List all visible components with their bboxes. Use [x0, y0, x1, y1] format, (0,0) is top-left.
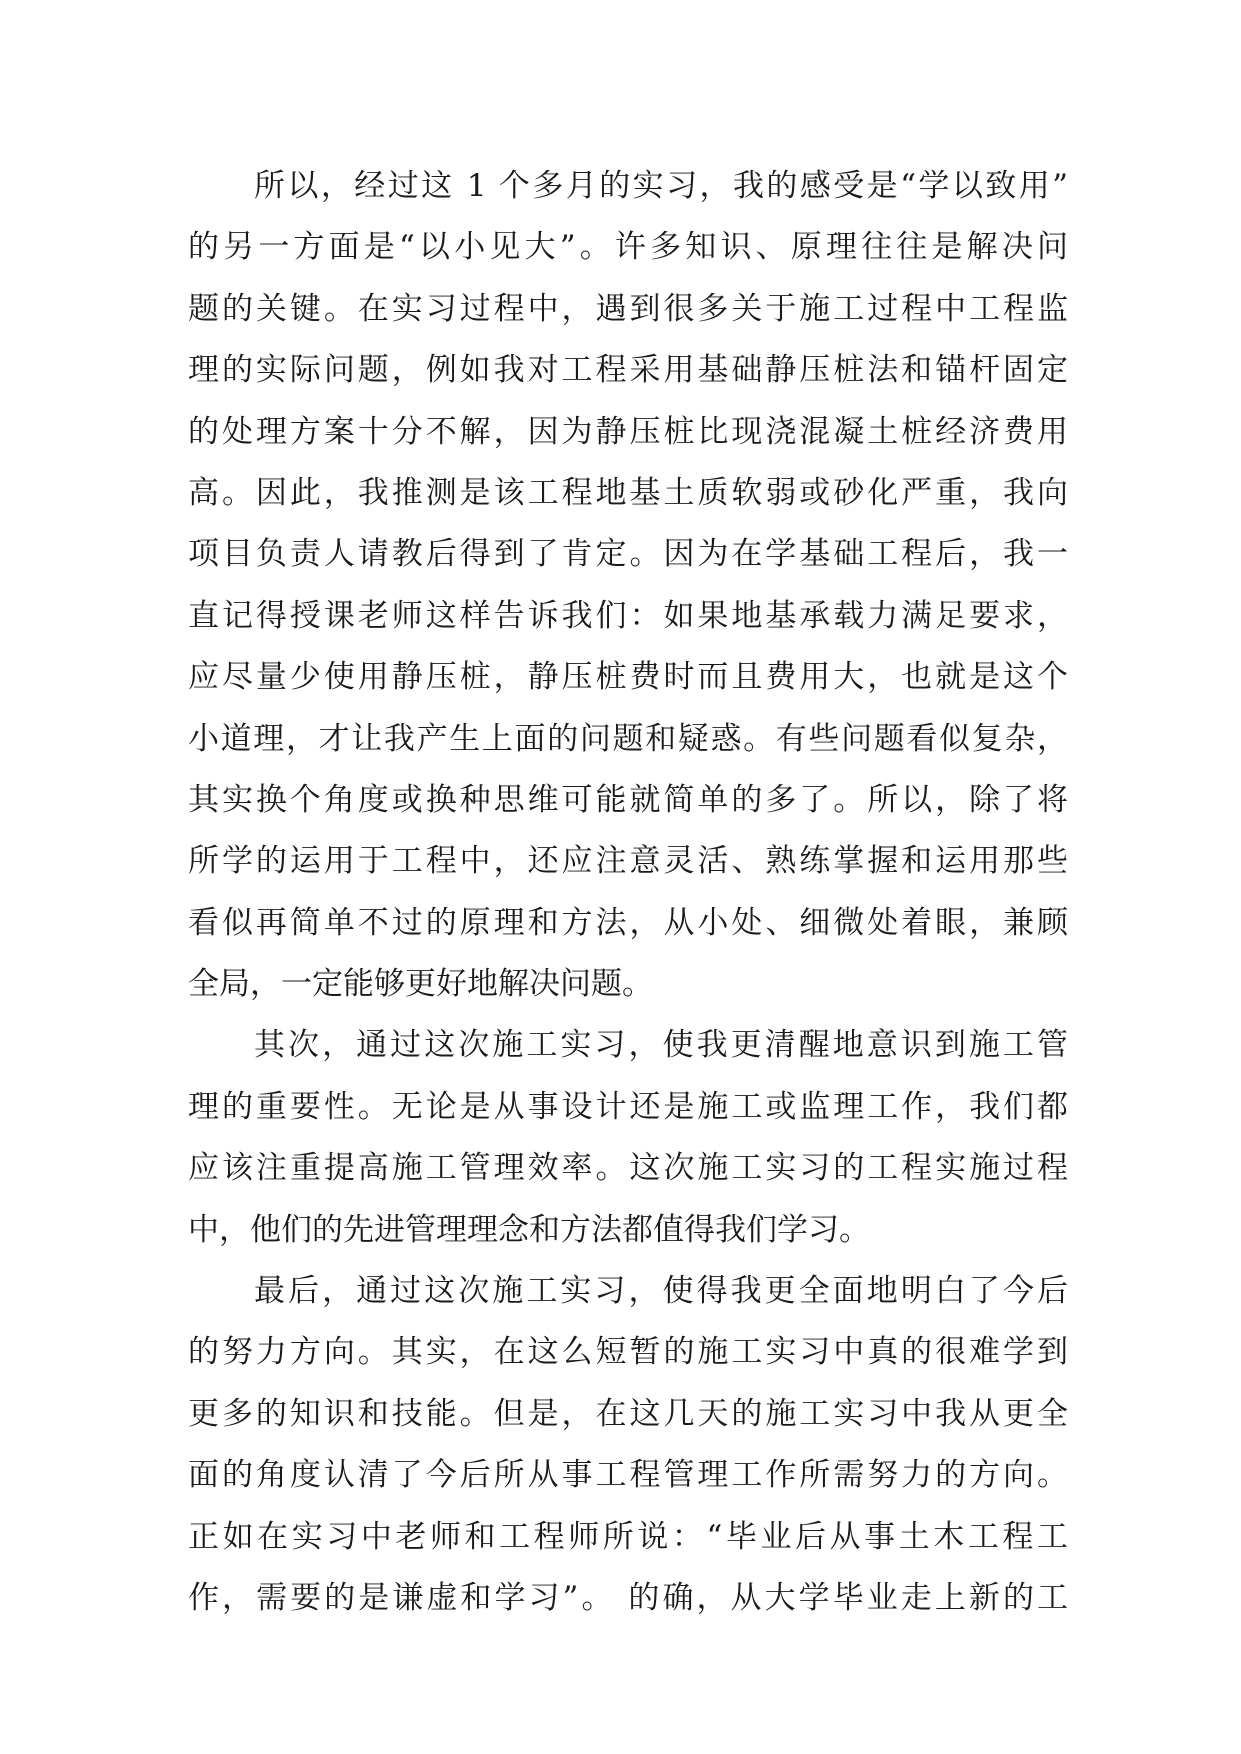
paragraph-1-line-7: 项目负责人请教后得到了肯定。因为在学基础工程后，我一 [188, 536, 1068, 573]
paragraph-1-line-10: 小道理，才让我产生上面的问题和疑惑。有些问题看似复杂， [188, 720, 1068, 757]
paragraph-1-line-5: 的处理方案十分不解，因为静压桩比现浇混凝土桩经济费用 [188, 413, 1068, 450]
document-body [188, 156, 1068, 1629]
paragraph-2-line-4: 中，他们的先进管理理念和方法都值得我们学习。 [188, 1211, 870, 1248]
paragraph-3-line-6: 作，需要的是谦虚和学习”。 的确，从大学毕业走上新的工 [188, 1579, 1068, 1616]
paragraph-3-line-1: 最后，通过这次施工实习，使得我更全面地明白了今后 [254, 1273, 1068, 1310]
paragraph-1-line-6: 高。因此，我推测是该工程地基土质软弱或砂化严重，我向 [188, 474, 1068, 511]
paragraph-2-line-1: 其次，通过这次施工实习，使我更清醒地意识到施工管 [254, 1027, 1068, 1064]
paragraph-1-line-12: 所学的运用于工程中，还应注意灵活、熟练掌握和运用那些 [188, 843, 1068, 880]
paragraph-1-line-1: 所以，经过这 1 个多月的实习，我的感受是“学以致用” [254, 168, 1068, 204]
paragraph-1-line-3: 题的关键。在实习过程中，遇到很多关于施工过程中工程监 [188, 290, 1068, 327]
paragraph-1-line-8: 直记得授课老师这样告诉我们：如果地基承载力满足要求， [188, 597, 1068, 634]
paragraph-1-line-4: 理的实际问题，例如我对工程采用基础静压桩法和锚杆固定 [188, 352, 1068, 389]
paragraph-1-line-2: 的另一方面是“以小见大”。许多知识、原理往往是解决问 [188, 229, 1068, 266]
paragraph-3-line-3: 更多的知识和技能。但是，在这几天的施工实习中我从更全 [188, 1395, 1068, 1432]
paragraph-1-line-9: 应尽量少使用静压桩，静压桩费时而且费用大，也就是这个 [188, 659, 1068, 696]
paragraph-3-line-4: 面的角度认清了今后所从事工程管理工作所需努力的方向。 [188, 1457, 1068, 1494]
paragraph-2-line-3: 应该注重提高施工管理效率。这次施工实习的工程实施过程 [188, 1150, 1068, 1187]
paragraph-1-line-11: 其实换个角度或换种思维可能就简单的多了。所以，除了将 [188, 781, 1068, 818]
paragraph-3-line-2: 的努力方向。其实，在这么短暂的施工实习中真的很难学到 [188, 1334, 1068, 1371]
paragraph-3-line-5: 正如在实习中老师和工程师所说：“毕业后从事土木工程工 [188, 1518, 1068, 1555]
paragraph-1-line-14: 全局，一定能够更好地解决问题。 [188, 966, 653, 1003]
paragraph-2-line-2: 理的重要性。无论是从事设计还是施工或监理工作，我们都 [188, 1088, 1068, 1125]
paragraph-1-line-13: 看似再简单不过的原理和方法，从小处、细微处着眼，兼顾 [188, 904, 1068, 941]
